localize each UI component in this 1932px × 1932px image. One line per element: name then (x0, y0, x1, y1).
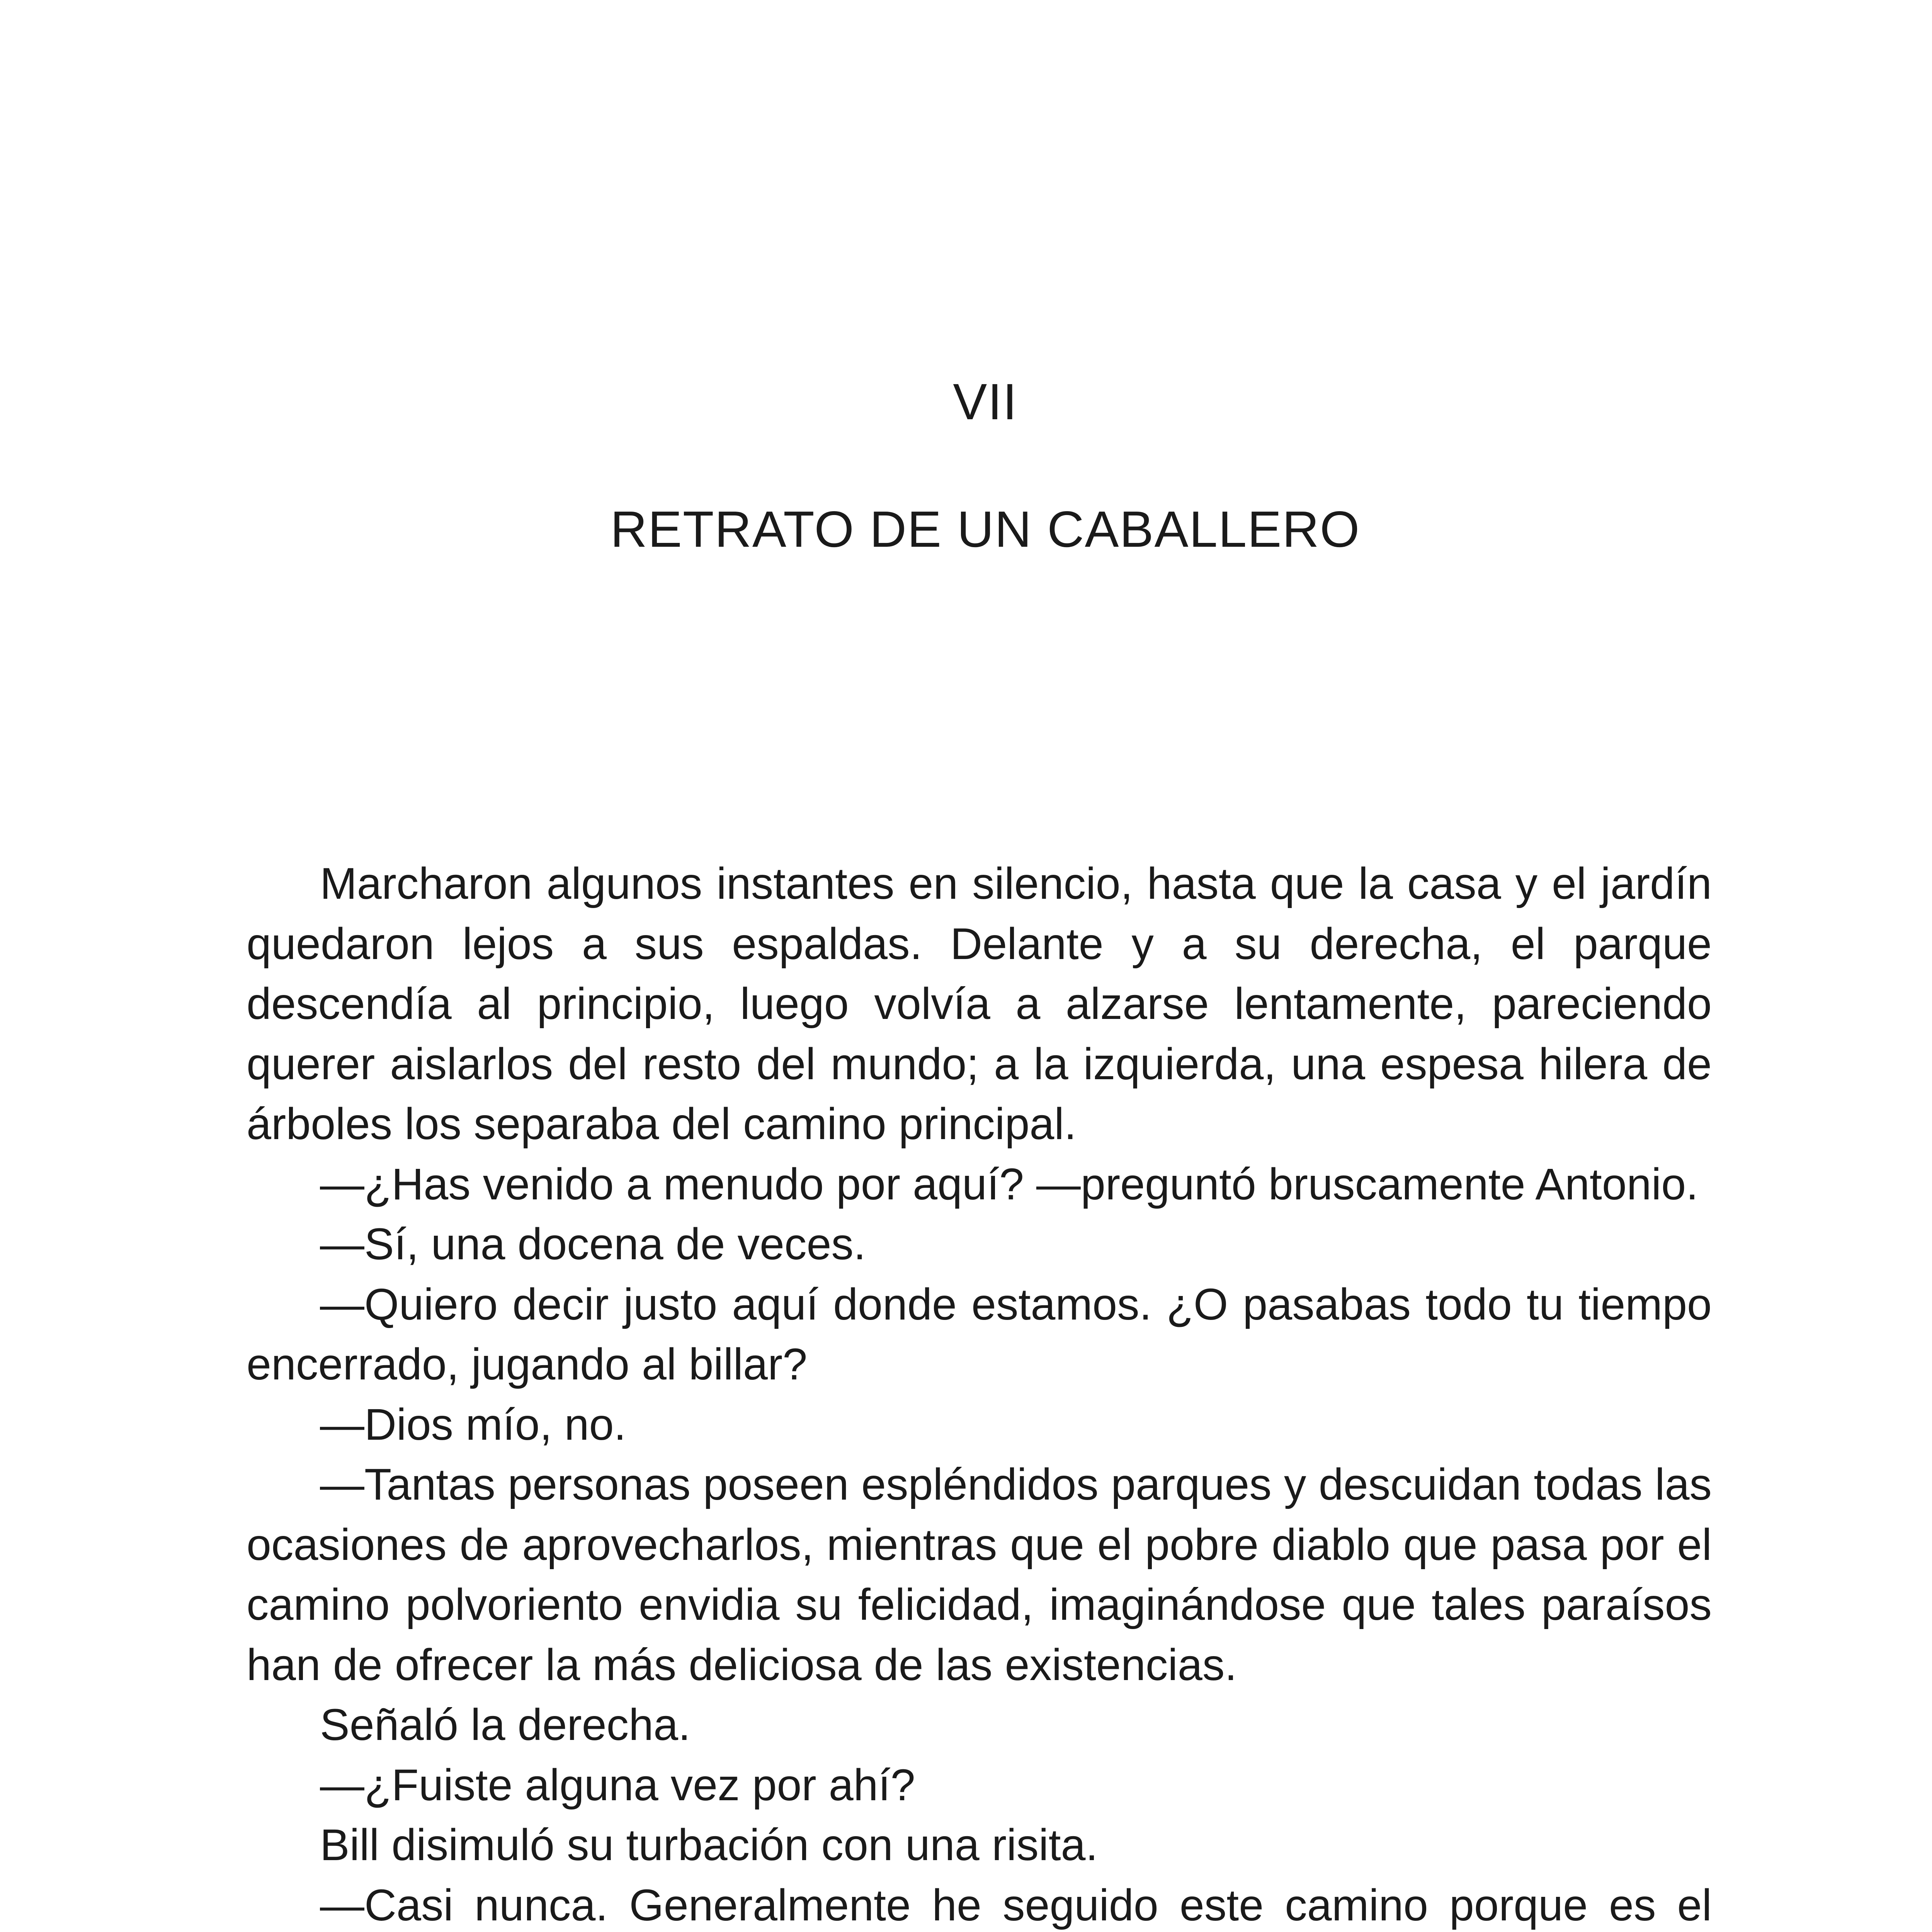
paragraph: —Sí, una docena de veces. (320, 1219, 866, 1269)
chapter-body (247, 854, 1712, 1932)
paragraph: —Casi nunca. Generalmente he seguido este camino porque es el (320, 1880, 1712, 1930)
paragraph: —¿Has venido a menudo por aquí? —preguntó bruscamente Antonio. (320, 1159, 1699, 1209)
paragraph: —Dios mío, no. (320, 1400, 626, 1449)
paragraph: —Quiero decir justo aquí donde estamos. ¿O pasabas todo tu tiempo encerrado, jugando al billar? (247, 1279, 1712, 1389)
paragraph: Bill disimuló su turbación con una risita. (320, 1820, 1098, 1870)
paragraph: Señaló la derecha. (320, 1700, 691, 1750)
paragraph: —¿Fuiste alguna vez por ahí? (320, 1760, 915, 1810)
paragraph: Marcharon algunos instantes en silencio, hasta que la casa y el jardín quedaron lejos a sus espaldas. Delante y a su derecha, el parque descendía al principio, luego volvía a alzarse lentamente, pareciendo querer aislarlos del resto del mundo; a la izquierda, una espesa hilera de árboles los separaba del camino principal. (247, 859, 1712, 1149)
chapter-number: VII (953, 373, 1018, 430)
chapter-title: RETRATO DE UN CABALLERO (610, 501, 1361, 558)
paragraph: —Tantas personas poseen espléndidos parques y descuidan todas las ocasiones de aprovecharlos, mientras que el pobre diablo que pasa por el camino polvoriento envidia su felicidad, imaginándose que tales paraísos han de ofrecer la más deliciosa de las existencias. (247, 1460, 1712, 1690)
